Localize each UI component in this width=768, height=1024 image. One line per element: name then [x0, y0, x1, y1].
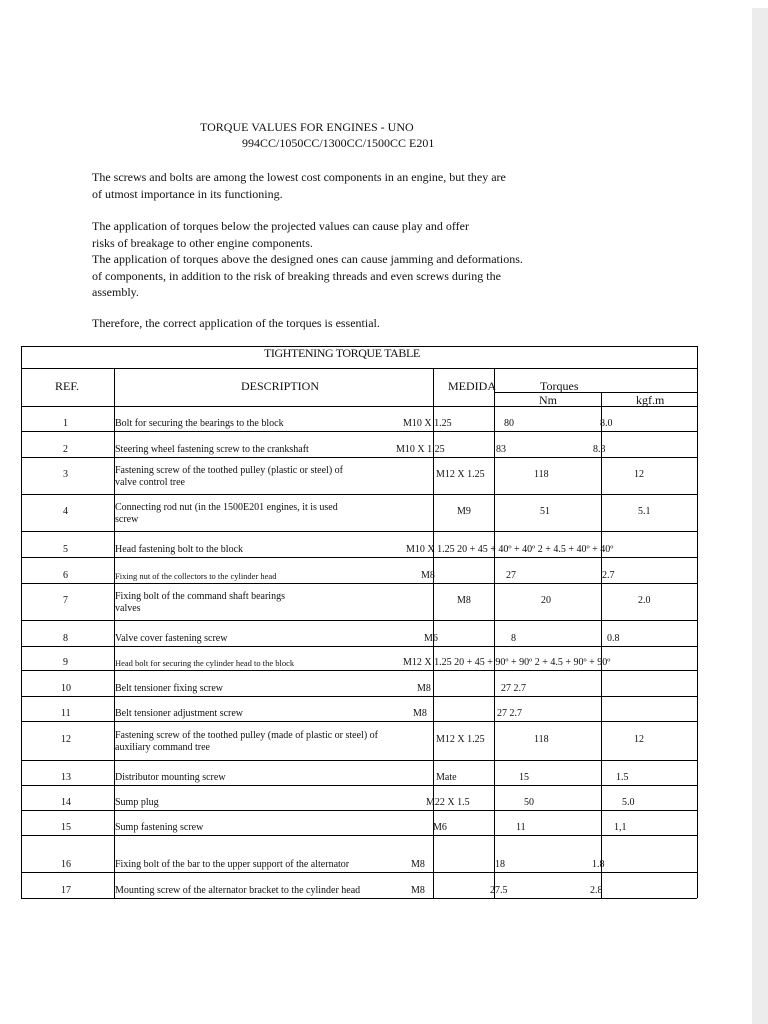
row-torque-nm: 50 [524, 797, 534, 808]
row-ref: 7 [63, 594, 68, 606]
row-torque-kgfm: 5.1 [638, 505, 651, 517]
row-ref: 15 [61, 822, 71, 833]
table-row-divider [21, 898, 697, 899]
row-description: valve control tree [115, 476, 185, 488]
row-ref: 13 [61, 772, 71, 783]
row-ref: 8 [63, 633, 68, 644]
row-description: valves [115, 602, 141, 614]
table-row-divider [21, 810, 697, 811]
row-ref: 2 [63, 444, 68, 455]
row-torque-nm: 20 [541, 594, 551, 606]
paragraph-line: assembly. [92, 285, 139, 299]
row-ref: 9 [63, 657, 68, 668]
row-torque-nm: 27 [506, 570, 516, 581]
row-description: Distributor mounting screw [115, 772, 226, 783]
row-description: Valve cover fastening screw [115, 633, 228, 644]
table-row-divider [21, 620, 697, 621]
row-description: Mounting screw of the alternator bracket to the cylinder head [115, 885, 361, 896]
row-torque-nm: 8 [511, 633, 516, 644]
row-torque-kgfm: 1,1 [614, 822, 627, 833]
header-nm: Nm [539, 393, 557, 407]
row-ref: 10 [61, 683, 71, 694]
table-row-divider [21, 457, 697, 458]
row-torque-nm: 27.5 [490, 885, 508, 896]
row-torque-nm: 83 [496, 444, 506, 455]
row-medida: M6 [424, 633, 438, 644]
row-ref: 6 [63, 570, 68, 581]
header-medida: MEDIDA [448, 379, 496, 393]
row-medida: M6 [433, 822, 447, 833]
scrollbar[interactable] [752, 8, 768, 1024]
row-medida: M12 X 1.25 [436, 733, 485, 745]
row-medida: M9 [457, 505, 471, 517]
row-torque-nm: 27 2.7 [497, 708, 522, 719]
row-ref: 17 [61, 885, 71, 896]
row-medida: M10 X 1.25 [403, 418, 452, 429]
row-description: Head bolt for securing the cylinder head to the block [115, 658, 295, 668]
row-description: Connecting rod nut (in the 1500E201 engines, it is used [115, 501, 338, 513]
paragraph-line: risks of breakage to other engine components. [92, 235, 313, 250]
table-row-divider [21, 431, 697, 432]
paragraph-line: The application of torques above the designed ones can cause jamming and deformations. [92, 252, 523, 266]
row-ref: 5 [63, 544, 68, 555]
table-row-divider [21, 835, 697, 836]
row-description: Sump plug [115, 797, 159, 808]
table-border-left [21, 346, 22, 898]
row-ref: 14 [61, 797, 71, 808]
row-medida: Mate [436, 772, 457, 783]
table-row-divider [21, 646, 697, 647]
paragraph-line: Therefore, the correct application of the torques is essential. [92, 316, 380, 330]
table-border-top [21, 346, 697, 347]
paragraph-2 [92, 218, 523, 301]
table-row-divider [21, 494, 697, 495]
table-row-divider [21, 531, 697, 532]
paragraph-line: The application of torques below the projected values can cause play and offer [92, 219, 469, 233]
row-description: Head fastening bolt to the block [115, 544, 244, 555]
paragraph-1 [92, 169, 506, 202]
row-ref: 1 [63, 418, 68, 429]
paragraph-line: of components, in addition to the risk of breaking threads and even screws during the [92, 268, 501, 283]
paragraph-line: of utmost importance in its functioning. [92, 186, 283, 201]
row-torque-kgfm: 2.0 [638, 594, 651, 606]
document-title: TORQUE VALUES FOR ENGINES - UNO [200, 120, 414, 134]
row-torque-kgfm: 2.8 [590, 885, 603, 896]
row-description: Steering wheel fastening screw to the crankshaft [115, 444, 309, 455]
row-torque-kgfm: 5.0 [622, 797, 635, 808]
row-torque-kgfm: 0.8 [607, 633, 620, 644]
header-torques: Torques [540, 379, 579, 393]
row-description: Belt tensioner fixing screw [115, 683, 224, 694]
row-torque-kgfm: 2.7 [602, 570, 615, 581]
row-torque-kgfm: 8.0 [600, 418, 613, 429]
header-kgfm: kgf.m [636, 393, 665, 407]
row-medida: M8 [457, 594, 471, 606]
row-torque-nm: 80 [504, 418, 514, 429]
row-medida: M8 [417, 683, 431, 694]
row-medida: M10 X 1.25 [396, 444, 445, 455]
row-torque-nm: 18 [495, 859, 505, 870]
row-torque-nm: 27 2.7 [501, 683, 526, 694]
header-ref: REF. [55, 379, 80, 393]
header-description: DESCRIPTION [241, 379, 320, 393]
table-header-divider [21, 406, 697, 407]
row-description: Fixing bolt of the command shaft bearings [115, 590, 285, 602]
row-medida: M12 X 1.25 20 + 45 + 90º + 90º 2 + 4.5 + 90º + 90º [403, 657, 611, 668]
row-medida: M8 [411, 885, 425, 896]
row-medida: M12 X 1.25 [436, 468, 485, 480]
row-torque-kgfm: 1.5 [616, 772, 629, 783]
table-row-divider [21, 696, 697, 697]
row-description: Fixing bolt of the bar to the upper support of the alternator [115, 859, 350, 870]
column-divider-kgf [601, 392, 602, 898]
paragraph-3 [92, 315, 380, 332]
row-description: Fastening screw of the toothed pulley (made of plastic or steel) of [115, 729, 378, 741]
row-medida: M10 X 1.25 20 + 45 + 40º + 40º 2 + 4.5 + 40º + 40º [406, 544, 614, 555]
row-torque-nm: 11 [516, 822, 526, 833]
row-description: Belt tensioner adjustment screw [115, 708, 244, 719]
row-ref: 11 [61, 708, 71, 719]
row-ref: 16 [61, 859, 71, 870]
row-medida: M8 [413, 708, 427, 719]
table-caption: TIGHTENING TORQUE TABLE [264, 346, 420, 360]
row-medida: M22 X 1.5 [426, 797, 470, 808]
column-divider-nm [494, 368, 495, 898]
row-torque-nm: 118 [534, 733, 549, 745]
row-torque-nm: 118 [534, 468, 549, 480]
row-ref: 3 [63, 468, 68, 480]
table-row-divider [21, 760, 697, 761]
row-torque-nm: 51 [540, 505, 550, 517]
row-torque-kgfm: 1.8 [592, 859, 605, 870]
row-torque-kgfm: 12 [634, 468, 644, 480]
row-description: Fastening screw of the toothed pulley (plastic or steel) of [115, 464, 343, 476]
row-description: Fixing nut of the collectors to the cylinder head [115, 571, 277, 581]
table-row-divider [21, 785, 697, 786]
row-description: Sump fastening screw [115, 822, 204, 833]
table-row-divider [21, 557, 697, 558]
row-torque-kgfm: 8.3 [593, 444, 606, 455]
table-row-divider [21, 583, 697, 584]
table-row-divider [21, 872, 697, 873]
row-ref: 4 [63, 505, 68, 517]
table-row-divider [21, 721, 697, 722]
row-ref: 12 [61, 733, 71, 745]
table-border-right [697, 346, 698, 898]
document-subtitle: 994CC/1050CC/1300CC/1500CC E201 [242, 136, 435, 150]
paragraph-line: The screws and bolts are among the lowest cost components in an engine, but they are [92, 170, 506, 184]
row-medida: M8 [411, 859, 425, 870]
row-description: screw [115, 513, 139, 525]
row-torque-kgfm: 12 [634, 733, 644, 745]
row-medida: M8 [421, 570, 435, 581]
row-description: Bolt for securing the bearings to the block [115, 418, 284, 429]
row-torque-nm: 15 [519, 772, 529, 783]
torques-subheader-divider [494, 392, 697, 393]
table-caption-divider [21, 368, 697, 369]
table-row-divider [21, 670, 697, 671]
row-description: auxiliary command tree [115, 741, 210, 753]
